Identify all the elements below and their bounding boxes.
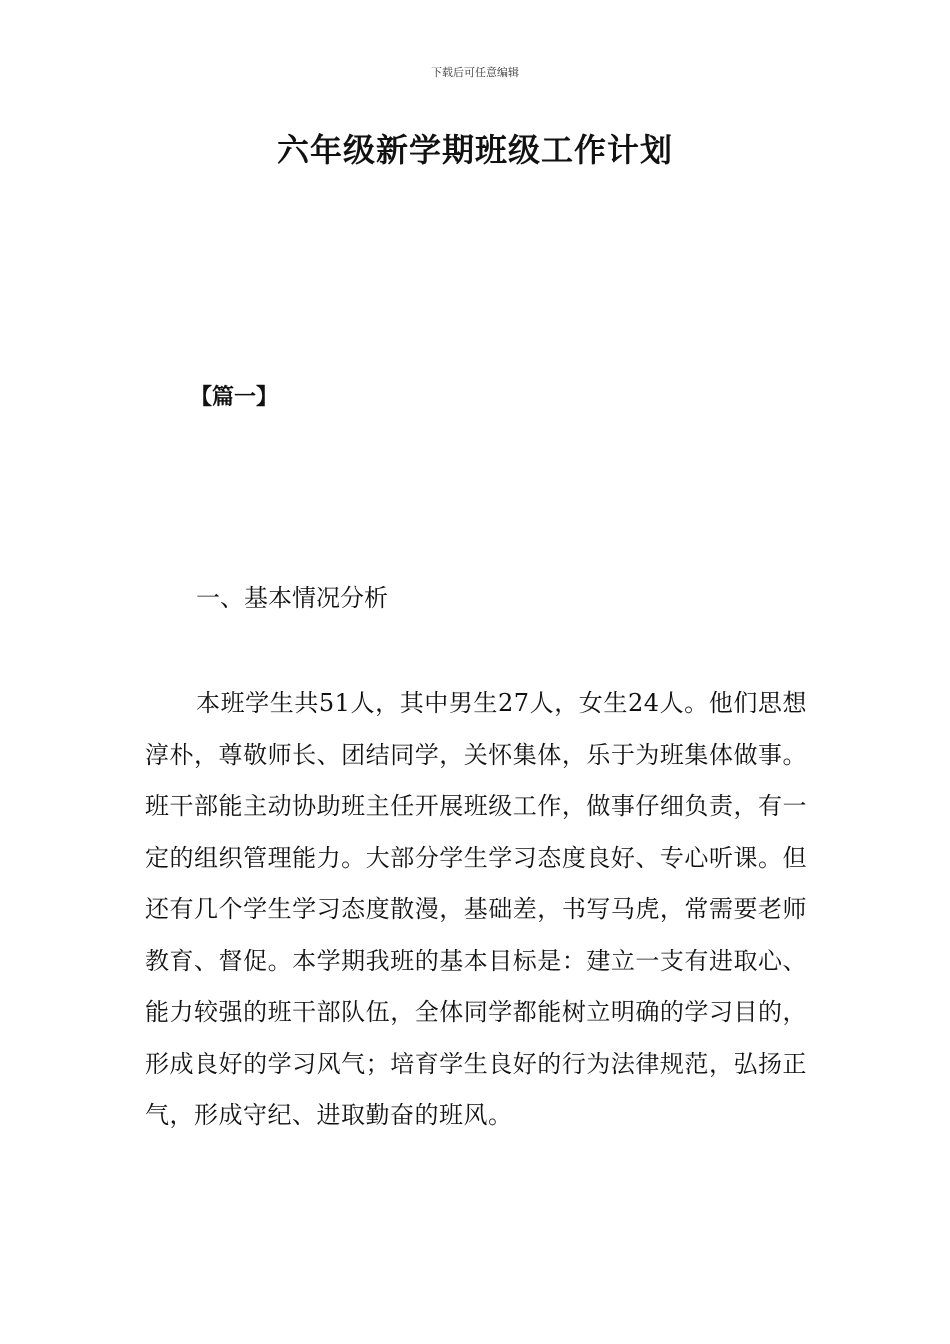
body-paragraph: 本班学生共51人，其中男生27人，女生24人。他们思想淳朴，尊敬师长、团结同学，关怀集体，乐于为班集体做事。班干部能主动协助班主任开展班级工作，做事仔细负责，有一定的组织管理能力。大部分学生学习态度良好、专心听课。但还有几个学生学习态度散漫，基础差，书写马虎，常需要老师教育、督促。本学期我班的基本目标是：建立一支有进取心、能力较强的班干部队伍，全体同学都能树立明确的学习目的，形成良好的学习风气；培育学生良好的行为法律规范，弘扬正气，形成守纪、进取勤奋的班风。 bbox=[145, 689, 807, 1129]
section-heading: 一、基本情况分析 bbox=[196, 584, 388, 612]
header-note: 下载后可任意编辑 bbox=[431, 66, 519, 79]
document-title: 六年级新学期班级工作计划 bbox=[276, 131, 673, 169]
section-tag: 【篇一】 bbox=[190, 385, 279, 410]
